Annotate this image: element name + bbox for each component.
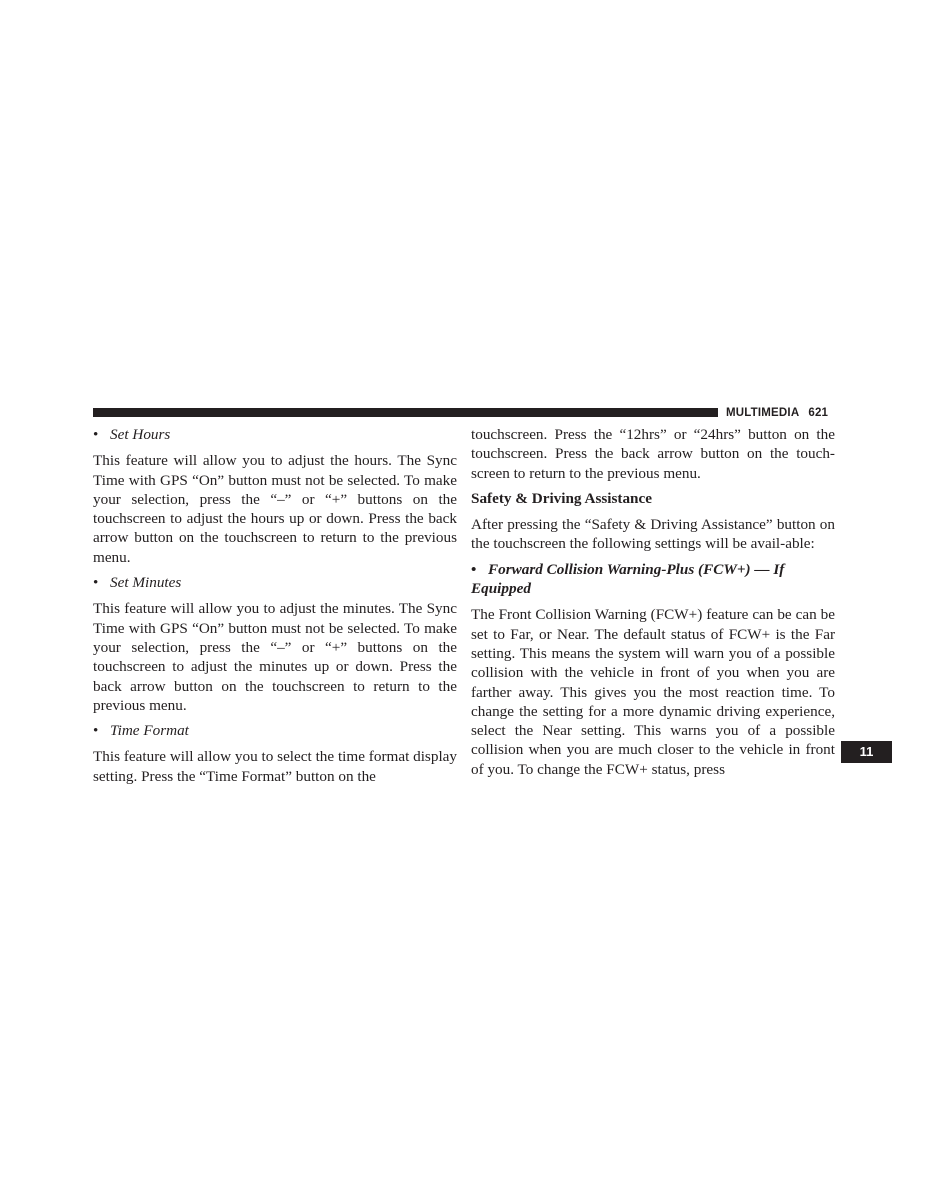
- bullet-icon: •: [471, 560, 477, 578]
- fcw-heading: • Forward Collision Warning-Plus (FCW+) — If Equipped: [471, 560, 785, 598]
- running-header: [726, 405, 828, 421]
- time-format-heading: • Time Format: [93, 722, 189, 740]
- chapter-tab: 11: [841, 741, 892, 763]
- time-format-paragraph: This feature will allow you to select the time format display setting. Press the “Time Format” button on the: [93, 748, 457, 785]
- bullet-icon: •: [93, 574, 99, 592]
- right-column: [471, 425, 835, 785]
- page-number: 621: [808, 407, 829, 419]
- set-minutes-paragraph: This feature will allow you to adjust the minutes. The Sync Time with GPS “On” button must not be selected. To make your selection, press the “–” or “+” buttons on the touchscreen to adjust the minutes up or down. Press the back arrow button on the touchscreen to return to the previous menu.: [93, 600, 457, 714]
- fcw-paragraph: The Front Collision Warning (FCW+) feature can be can be set to Far, or Near. The default status of FCW+ is the Far setting. This means the system will warn you of a possible collision with the vehicle in front of you when you are farther away. This gives you the most reaction time. To change the setting for a more dynamic driving experience, select the Near setting. This warns you of a possible collision when you are much closer to the vehicle in front of you. To change the FCW+ status, press: [471, 606, 835, 778]
- section-title: MULTIMEDIA: [726, 407, 800, 419]
- set-hours-paragraph: This feature will allow you to adjust the hours. The Sync Time with GPS “On” button must not be selected. To make your selection, press the “–” or “+” buttons on the touchscreen to adjust the hours up or down. Press the back arrow button on the touchscreen to return to the previous menu.: [93, 452, 457, 566]
- left-column: [93, 425, 457, 792]
- bullet-icon: •: [93, 426, 99, 443]
- time-format-continued-paragraph: touchscreen. Press the “12hrs” or “24hrs” button on the touchscreen. Press the back arrow button on the touch-screen to return to the previous menu.: [471, 426, 835, 482]
- safety-driving-heading: Safety & Driving Assistance: [471, 489, 652, 507]
- set-minutes-heading: • Set Minutes: [93, 574, 182, 592]
- safety-driving-paragraph: After pressing the “Safety & Driving Assistance” button on the touchscreen the following settings will be avail-able:: [471, 516, 835, 553]
- header-rule: [93, 408, 718, 417]
- set-hours-heading: • Set Hours: [93, 426, 171, 443]
- bullet-icon: •: [93, 722, 99, 740]
